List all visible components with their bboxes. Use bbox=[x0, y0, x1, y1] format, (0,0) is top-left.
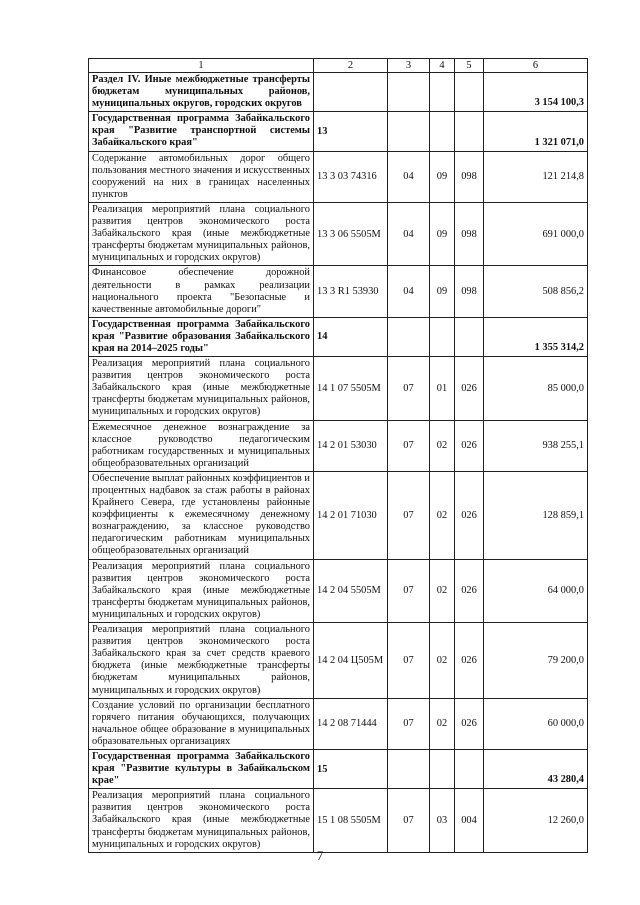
table-row bbox=[89, 357, 588, 420]
row-code-cell: 15 1 08 5505М bbox=[314, 789, 388, 852]
row-amount-cell: 121 214,8 bbox=[484, 151, 588, 202]
table-row bbox=[89, 151, 588, 202]
row-section-cell: 07 bbox=[388, 420, 430, 471]
row-section-cell: 07 bbox=[388, 559, 430, 622]
row-amount-cell: 79 200,0 bbox=[484, 623, 588, 699]
row-amount-cell: 1 355 314,2 bbox=[484, 317, 588, 356]
row-expense-type-cell: 098 bbox=[455, 266, 484, 317]
table-row bbox=[89, 623, 588, 699]
row-subsection-cell: 03 bbox=[430, 789, 455, 852]
row-subsection-cell: 02 bbox=[430, 420, 455, 471]
row-amount-cell: 43 280,4 bbox=[484, 749, 588, 788]
table-row bbox=[89, 420, 588, 471]
table-row bbox=[89, 471, 588, 559]
row-code-cell: 14 2 04 5505М bbox=[314, 559, 388, 622]
row-amount-cell: 60 000,0 bbox=[484, 698, 588, 749]
row-expense-type-cell: 026 bbox=[455, 357, 484, 420]
header-col-5: 5 bbox=[455, 59, 484, 73]
row-expense-type-cell: 098 bbox=[455, 151, 484, 202]
row-name-cell: Содержание автомобильных дорог общего пользования местного значения и искусственных сооружений на них в границах населенных пунктов bbox=[89, 151, 314, 202]
row-name-cell: Реализация мероприятий плана социального развития центров экономического роста Забайкальского края (иные межбюджетные трансферты бюджетам муниципальных районов, муниципальных и городских округов) bbox=[89, 202, 314, 265]
row-subsection-cell: 02 bbox=[430, 623, 455, 699]
row-name-cell: Реализация мероприятий плана социального развития центров экономического роста Забайкальского края (иные межбюджетные трансферты бюджетам муниципальных районов, муниципальных и городских округов) bbox=[89, 789, 314, 852]
row-amount-cell: 64 000,0 bbox=[484, 559, 588, 622]
row-amount-cell: 1 321 071,0 bbox=[484, 112, 588, 151]
row-section-cell: 07 bbox=[388, 471, 430, 559]
row-name-cell: Государственная программа Забайкальского края "Развитие образования Забайкальского края на 2014–2025 годы" bbox=[89, 317, 314, 356]
table-row bbox=[89, 789, 588, 852]
row-section-cell: 04 bbox=[388, 266, 430, 317]
row-subsection-cell bbox=[430, 749, 455, 788]
row-subsection-cell: 02 bbox=[430, 698, 455, 749]
row-amount-cell: 691 000,0 bbox=[484, 202, 588, 265]
row-section-cell: 07 bbox=[388, 357, 430, 420]
table-section-row bbox=[89, 112, 588, 151]
header-col-4: 4 bbox=[430, 59, 455, 73]
row-section-cell: 07 bbox=[388, 698, 430, 749]
row-code-cell: 14 1 07 5505М bbox=[314, 357, 388, 420]
table-row bbox=[89, 266, 588, 317]
row-subsection-cell: 02 bbox=[430, 471, 455, 559]
row-section-cell bbox=[388, 317, 430, 356]
row-section-cell bbox=[388, 749, 430, 788]
row-name-cell: Реализация мероприятий плана социального развития центров экономического роста Забайкальского края (иные межбюджетные трансферты бюджетам муниципальных районов, муниципальных и городских округов) bbox=[89, 357, 314, 420]
row-section-cell: 07 bbox=[388, 623, 430, 699]
header-col-2: 2 bbox=[314, 59, 388, 73]
table-row bbox=[89, 559, 588, 622]
row-expense-type-cell bbox=[455, 317, 484, 356]
row-name-cell: Государственная программа Забайкальского края "Развитие транспортной системы Забайкальского края" bbox=[89, 112, 314, 151]
row-amount-cell: 12 260,0 bbox=[484, 789, 588, 852]
row-subsection-cell bbox=[430, 317, 455, 356]
header-col-3: 3 bbox=[388, 59, 430, 73]
header-col-1: 1 bbox=[89, 59, 314, 73]
row-code-cell bbox=[314, 73, 388, 112]
row-name-cell: Государственная программа Забайкальского края "Развитие культуры в Забайкальском крае" bbox=[89, 749, 314, 788]
header-col-6: 6 bbox=[484, 59, 588, 73]
row-expense-type-cell bbox=[455, 749, 484, 788]
row-code-cell: 13 3 R1 53930 bbox=[314, 266, 388, 317]
row-expense-type-cell bbox=[455, 73, 484, 112]
table-row bbox=[89, 202, 588, 265]
row-subsection-cell: 01 bbox=[430, 357, 455, 420]
row-name-cell: Реализация мероприятий плана социального развития центров экономического роста Забайкальского края (иные межбюджетные трансферты бюджетам муниципальных районов, муниципальных и городских округов) bbox=[89, 559, 314, 622]
row-amount-cell: 3 154 100,3 bbox=[484, 73, 588, 112]
row-subsection-cell: 09 bbox=[430, 266, 455, 317]
row-code-cell: 14 2 04 Ц505М bbox=[314, 623, 388, 699]
row-expense-type-cell: 026 bbox=[455, 623, 484, 699]
table-header-row bbox=[89, 59, 588, 73]
row-code-cell: 14 2 08 71444 bbox=[314, 698, 388, 749]
row-amount-cell: 938 255,1 bbox=[484, 420, 588, 471]
row-expense-type-cell bbox=[455, 112, 484, 151]
row-name-cell: Финансовое обеспечение дорожной деятельности в рамках реализации национального проекта "Безопасные и качественные автомобильные дороги" bbox=[89, 266, 314, 317]
row-expense-type-cell: 098 bbox=[455, 202, 484, 265]
row-code-cell: 15 bbox=[314, 749, 388, 788]
row-subsection-cell: 09 bbox=[430, 202, 455, 265]
row-code-cell: 14 2 01 53030 bbox=[314, 420, 388, 471]
row-name-cell: Создание условий по организации бесплатного горячего питания обучающихся, получающих начальное общее образование в муниципальных образовательных организациях bbox=[89, 698, 314, 749]
row-expense-type-cell: 026 bbox=[455, 471, 484, 559]
row-code-cell: 13 3 03 74316 bbox=[314, 151, 388, 202]
row-subsection-cell bbox=[430, 112, 455, 151]
row-section-cell: 04 bbox=[388, 151, 430, 202]
row-name-cell: Раздел IV. Иные межбюджетные трансферты бюджетам муниципальных районов, муниципальных округов, городских округов bbox=[89, 73, 314, 112]
row-expense-type-cell: 004 bbox=[455, 789, 484, 852]
row-section-cell bbox=[388, 112, 430, 151]
row-amount-cell: 128 859,1 bbox=[484, 471, 588, 559]
budget-table bbox=[88, 58, 588, 853]
table-section-row bbox=[89, 317, 588, 356]
row-amount-cell: 85 000,0 bbox=[484, 357, 588, 420]
row-name-cell: Реализация мероприятий плана социального развития центров экономического роста Забайкальского края за счет средств краевого бюджета (иные межбюджетные трансферты бюджетам муниципальных районов, муниципальных и городских округов) bbox=[89, 623, 314, 699]
row-expense-type-cell: 026 bbox=[455, 559, 484, 622]
row-subsection-cell: 02 bbox=[430, 559, 455, 622]
row-code-cell: 13 bbox=[314, 112, 388, 151]
row-expense-type-cell: 026 bbox=[455, 698, 484, 749]
row-code-cell: 14 bbox=[314, 317, 388, 356]
row-name-cell: Обеспечение выплат районных коэффициентов и процентных надбавок за стаж работы в районах Крайнего Севера, где установлены районные коэффициенты к ежемесячному денежному вознаграждению, за классное руководство педагогическим работникам муниципальных общеобразовательных организаций bbox=[89, 471, 314, 559]
table-row bbox=[89, 698, 588, 749]
row-code-cell: 14 2 01 71030 bbox=[314, 471, 388, 559]
row-subsection-cell bbox=[430, 73, 455, 112]
row-amount-cell: 508 856,2 bbox=[484, 266, 588, 317]
row-expense-type-cell: 026 bbox=[455, 420, 484, 471]
table-section-row bbox=[89, 749, 588, 788]
table-section-row bbox=[89, 73, 588, 112]
row-name-cell: Ежемесячное денежное вознаграждение за классное руководство педагогическим работникам государственных и муниципальных общеобразовательных организаций bbox=[89, 420, 314, 471]
page-number: 7 bbox=[316, 848, 324, 863]
row-subsection-cell: 09 bbox=[430, 151, 455, 202]
row-section-cell: 04 bbox=[388, 202, 430, 265]
row-code-cell: 13 3 06 5505М bbox=[314, 202, 388, 265]
row-section-cell: 07 bbox=[388, 789, 430, 852]
row-section-cell bbox=[388, 73, 430, 112]
